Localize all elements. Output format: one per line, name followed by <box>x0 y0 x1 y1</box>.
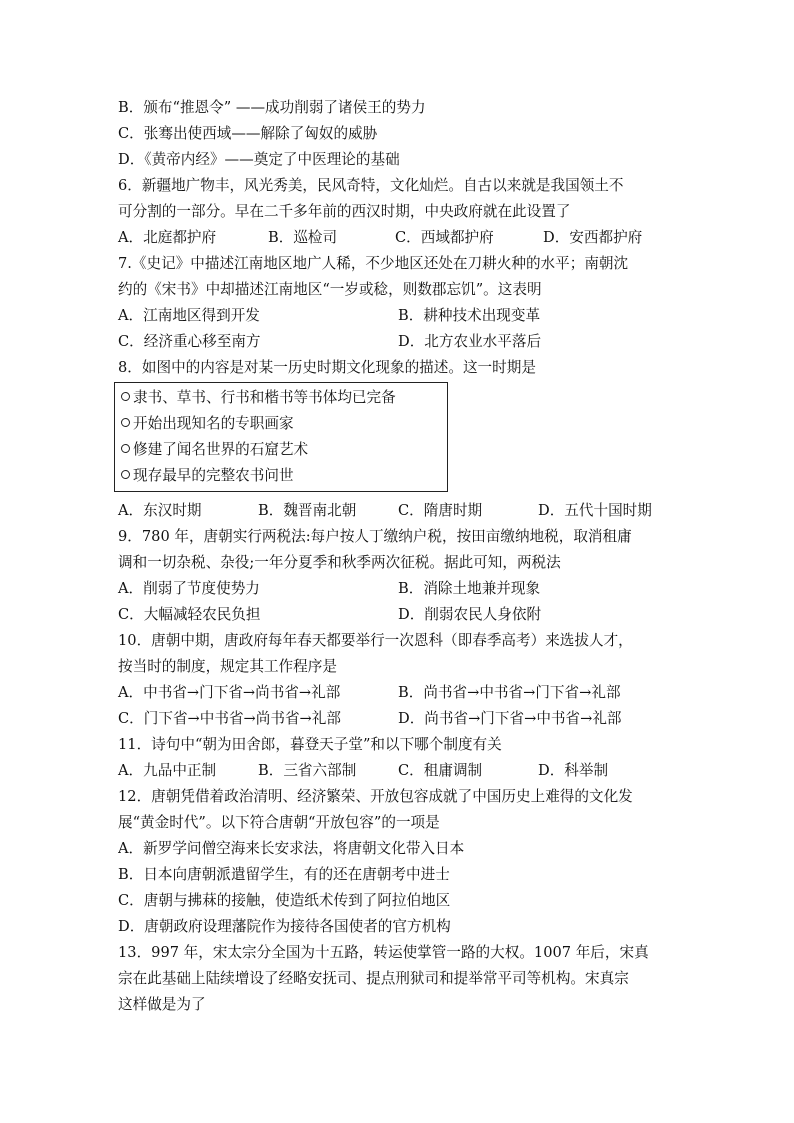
q5-option-b: B．颁布“推恩令” ——成功削弱了诸侯王的势力 <box>118 99 426 116</box>
q5-option-d: D．《黄帝内经》——奠定了中医理论的基础 <box>118 151 400 168</box>
q7-option-c: C．经济重心移至南方 <box>118 333 261 350</box>
box-item-1 <box>121 385 396 411</box>
box-item-3 <box>121 437 308 463</box>
box-item-2 <box>121 411 294 437</box>
q10-stem-line1: 10．唐朝中期，唐政府每年春天都要举行一次恩科（即春季高考）来选拔人才， <box>118 632 633 649</box>
q11-option-d: D．科举制 <box>538 762 609 779</box>
bullet-icon <box>121 418 130 427</box>
q7-option-a: A．江南地区得到开发 <box>118 307 260 324</box>
box-item-3-text: 修建了闻名世界的石窟艺术 <box>133 441 309 458</box>
q11-option-b: B．三省六部制 <box>258 762 357 779</box>
q8-option-a: A．东汉时期 <box>118 502 202 519</box>
q9-option-c: C．大幅减轻农民负担 <box>118 606 261 623</box>
q11-option-a: A．九品中正制 <box>118 762 217 779</box>
q6-option-a: A．北庭都护府 <box>118 229 217 246</box>
q8-option-c: C．隋唐时期 <box>398 502 483 519</box>
q8-material-box <box>114 382 448 492</box>
q10-option-b: B．尚书省→中书省→门下省→礼部 <box>398 684 621 701</box>
q12-stem-line1: 12．唐朝凭借着政治清明、经济繁荣、开放包容成就了中国历史上难得的文化发 <box>118 788 633 805</box>
box-item-2-text: 开始出现知名的专职画家 <box>133 415 294 432</box>
q11-option-c: C．租庸调制 <box>398 762 483 779</box>
q9-option-d: D．削弱农民人身依附 <box>398 606 542 623</box>
q9-stem-line1: 9．780 年，唐朝实行两税法:每户按人丁缴纳户税，按田亩缴纳地税，取消租庸 <box>118 528 632 545</box>
q9-stem-line2: 调和一切杂税、杂役;一年分夏季和秋季两次征税。据此可知，两税法 <box>118 554 561 571</box>
q7-option-b: B．耕种技术出现变革 <box>398 307 541 324</box>
q6-option-b: B．巡检司 <box>268 229 338 246</box>
q7-stem-line1: 7.《史记》中描述江南地区地广人稀，不少地区还处在刀耕火种的水平；南朝沈 <box>118 255 629 272</box>
q12-option-b: B．日本向唐朝派遣留学生，有的还在唐朝考中进士 <box>118 866 450 883</box>
q7-stem-line2: 约的《宋书》中却描述江南地区“一岁或稔，则数郡忘饥”。这表明 <box>118 281 542 298</box>
q6-stem-line1: 6．新疆地广物丰，风光秀美，民风奇特，文化灿烂。自古以来就是我国领土不 <box>118 177 624 194</box>
box-item-4 <box>121 463 294 489</box>
q10-option-c: C．门下省→中书省→尚书省→礼部 <box>118 710 341 727</box>
q6-option-c: C．西域都护府 <box>395 229 494 246</box>
q9-option-b: B．消除土地兼并现象 <box>398 580 541 597</box>
bullet-icon <box>121 392 130 401</box>
q12-option-a: A．新罗学问僧空海来长安求法，将唐朝文化带入日本 <box>118 840 465 857</box>
bullet-icon <box>121 470 130 479</box>
q12-stem-line2: 展“黄金时代”。以下符合唐朝“开放包容”的一项是 <box>118 814 440 831</box>
q10-option-d: D．尚书省→门下省→中书省→礼部 <box>398 710 622 727</box>
q10-stem-line2: 按当时的制度，规定其工作程序是 <box>118 658 337 675</box>
q6-option-d: D．安西都护府 <box>543 229 643 246</box>
box-item-4-text: 现存最早的完整农书问世 <box>133 467 294 484</box>
q10-option-a: A．中书省→门下省→尚书省→礼部 <box>118 684 341 701</box>
q13-stem-line1: 13．997 年，宋太宗分全国为十五路，转运使掌管一路的大权。1007 年后，宋真 <box>118 944 649 961</box>
q12-option-c: C．唐朝与拂菻的接触，使造纸术传到了阿拉伯地区 <box>118 892 451 909</box>
q8-option-d: D．五代十国时期 <box>538 502 652 519</box>
bullet-icon <box>121 444 130 453</box>
q6-stem-line2: 可分割的一部分。早在二千多年前的西汉时期，中央政府就在此设置了 <box>118 203 571 220</box>
q5-option-c: C．张骞出使西域——解除了匈奴的威胁 <box>118 125 378 142</box>
q13-stem-line2: 宗在此基础上陆续增设了经略安抚司、提点刑狱司和提举常平司等机构。宋真宗 <box>118 970 629 987</box>
q8-stem: 8．如图中的内容是对某一历史时期文化现象的描述。这一时期是 <box>118 359 536 376</box>
box-item-1-text: 隶书、草书、行书和楷书等书体均已完备 <box>133 389 396 406</box>
q9-option-a: A．削弱了节度使势力 <box>118 580 260 597</box>
q7-option-d: D．北方农业水平落后 <box>398 333 542 350</box>
q13-stem-line3: 这样做是为了 <box>118 996 206 1013</box>
q8-option-b: B．魏晋南北朝 <box>258 502 357 519</box>
q12-option-d: D．唐朝政府设理藩院作为接待各国使者的官方机构 <box>118 918 451 935</box>
q11-stem: 11．诗句中“朝为田舍郎，暮登天子堂”和以下哪个制度有关 <box>118 736 502 753</box>
